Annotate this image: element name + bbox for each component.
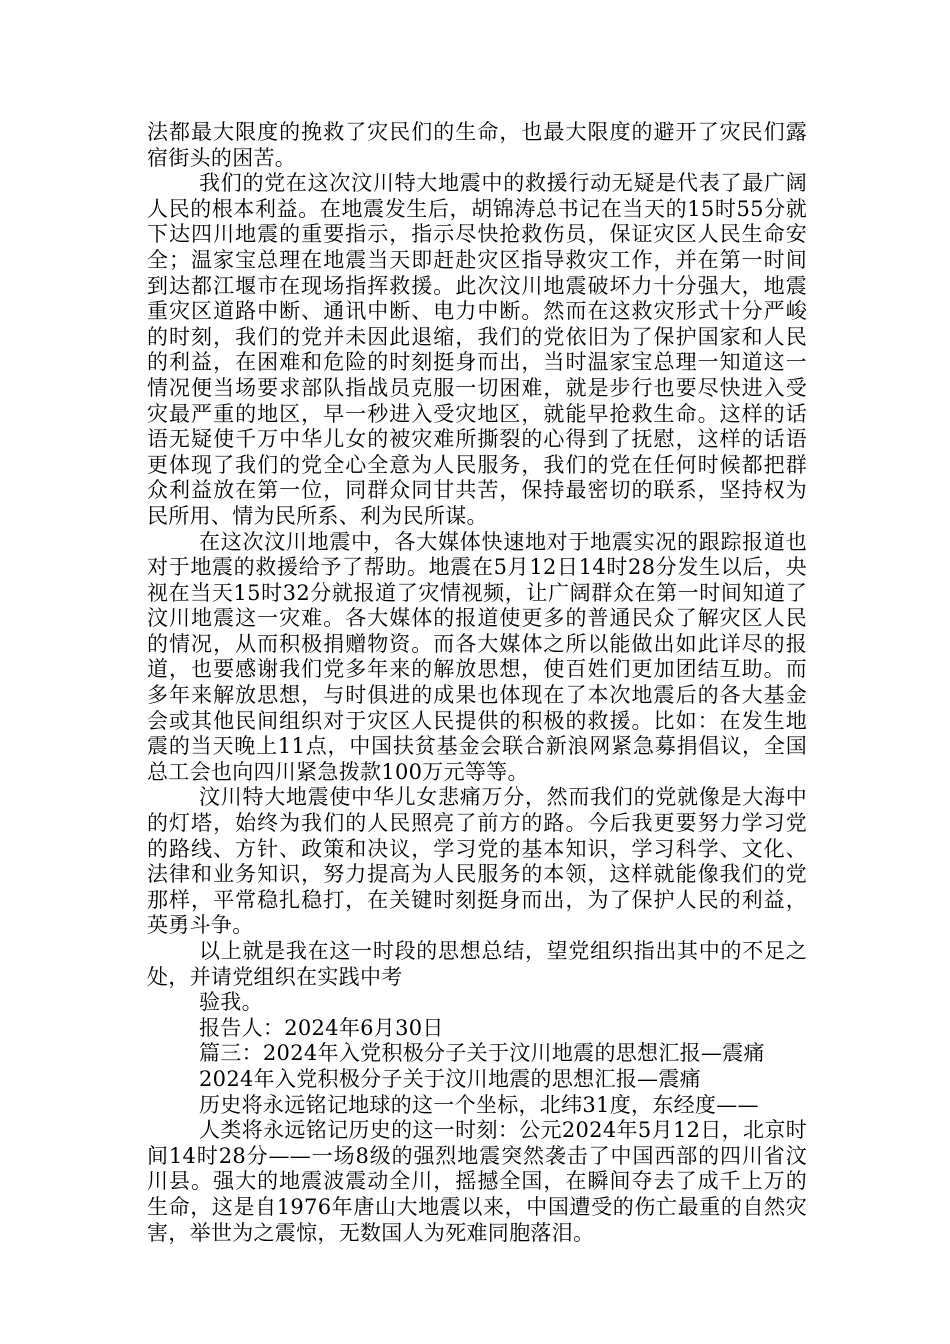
paragraph: 在这次汶川地震中，各大媒体快速地对于地震实况的跟踪报道也对于地震的救援给予了帮助。地震在5月12日14时28分发生以后，央视在当天15时32分就报道了灾情视频，让广阔群众在第一时间知道了汶川地震这一灾难。各大媒体的报道使更多的普通民众了解灾区人民的情况，从而积极捐赠物资。而各大媒体之所以能做出如此详尽的报道，也要感谢我们党多年来的解放思想，使百姓们更加团结互助。而多年来解放思想，与时俱进的成果也体现在了本次地震后的各大基金会或其他民间组织对于灾区人民提供的积极的救援。比如：在发生地震的当天晚上11点，中国扶贫基金会联合新浪网紧急募捐倡议，全国总工会也向四川紧急拨款100万元等等。 — [147, 529, 807, 784]
paragraph: 汶川特大地震使中华儿女悲痛万分，然而我们的党就像是大海中的灯塔，始终为我们的人民照亮了前方的路。今后我更要努力学习党的路线、方针、政策和决议，学习党的基本知识，学习科学、文化、法律和业务知识，努力提高为人民服务的本领，这样就能像我们的党那样，平常稳扎稳打，在关键时刻挺身而出，为了保护人民的利益，英勇斗争。 — [147, 785, 807, 938]
paragraph: 法都最大限度的挽救了灾民们的生命，也最大限度的避开了灾民们露宿街头的困苦。 — [147, 120, 807, 170]
section-heading: 篇三：2024年入党积极分子关于汶川地震的思想汇报—震痛 — [199, 1041, 765, 1066]
paragraph: 我们的党在这次汶川特大地震中的救援行动无疑是代表了最广阔人民的根本利益。在地震发生后，胡锦涛总书记在当天的15时55分就下达四川地震的重要指示，指示尽快抢救伤员，保证灾区人民生命安全；温家宝总理在地震当天即赶赴灾区指导救灾工作，并在第一时间到达都江堰市在现场指挥救援。此次汶川地震破坏力十分强大，地震重灾区道路中断、通讯中断、电力中断。然而在这救灾形式十分严峻的时刻，我们的党并未因此退缩，我们的党依旧为了保护国家和人民的利益，在困难和危险的时刻挺身而出，当时温家宝总理一知道这一情况便当场要求部队指战员克服一切困难，就是步行也要尽快进入受灾最严重的地区，早一秒进入受灾地区，就能早抢救生命。这样的话语无疑使千万中华儿女的被灾难所撕裂的心得到了抚慰，这样的话语更体现了我们的党全心全意为人民服务，我们的党在任何时候都把群众利益放在第一位，同群众同甘共苦，保持最密切的联系，坚持权为民所用、情为民所系、利为民所谋。 — [147, 171, 807, 528]
paragraph: 验我。 — [199, 990, 263, 1015]
signature-line: 报告人：2024年6月30日 — [199, 1015, 444, 1040]
paragraph: 人类将永远铭记历史的这一时刻：公元2024年5月12日，北京时间14时28分——一场8级的强烈地震突然袭击了中国西部的四川省汶川县。强大的地震波震动全川，摇撼全国，在瞬间夺去了成千上万的生命，这是自1976年唐山大地震以来，中国遭受的伤亡最重的自然灾害，举世为之震惊，无数国人为死难同胞落泪。 — [147, 1118, 807, 1245]
paragraph: 历史将永远铭记地球的这一个坐标，北纬31度，东经度—— — [199, 1092, 759, 1117]
article-title: 2024年入党积极分子关于汶川地震的思想汇报—震痛 — [199, 1066, 701, 1091]
paragraph: 以上就是我在这一时段的思想总结，望党组织指出其中的不足之处，并请党组织在实践中考 — [147, 939, 807, 989]
document-body — [147, 120, 807, 1246]
